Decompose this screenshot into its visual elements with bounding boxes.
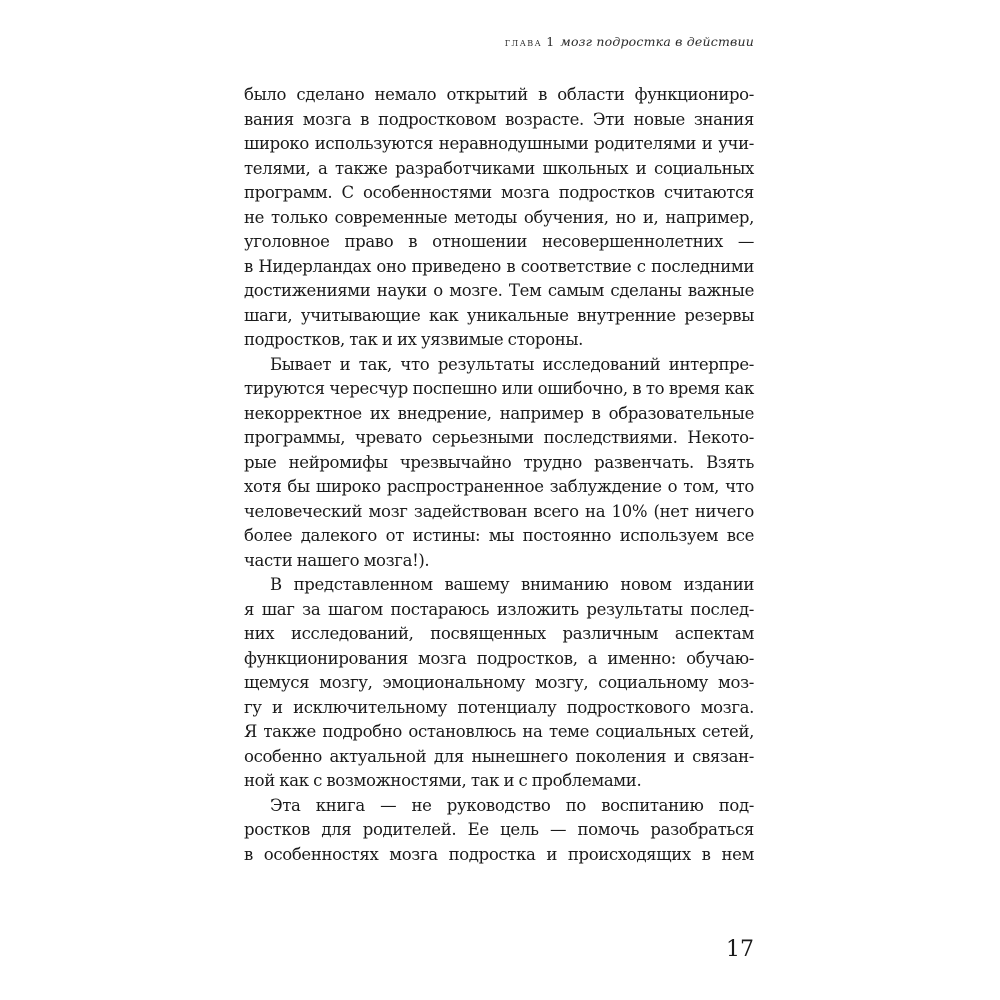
text-line: в особенностях мозга подростка и происходящих в нем: [244, 844, 754, 864]
text-line: было сделано немало открытий в области функциониро-: [244, 85, 754, 104]
chapter-title: мозг подростка в действии: [560, 34, 754, 49]
text-line: некорректное их внедрение, например в образовательные: [244, 403, 754, 423]
text-line: программ. С особенностями мозга подростков считаются: [244, 183, 754, 202]
paragraph: [244, 573, 754, 794]
text-line: хотя бы широко распространенное заблуждение о том, что: [244, 477, 754, 496]
paragraph: [244, 83, 754, 353]
text-line: подростков, так и их уязвимые стороны.: [244, 330, 584, 349]
text-line: вания мозга в подростковом возрасте. Эти новые знания: [244, 109, 754, 129]
text-line: уголовное право в отношении несовершеннолетних —: [244, 232, 754, 251]
text-line: Я также подробно остановлюсь на теме социальных сетей,: [244, 722, 754, 741]
chapter-label: глава: [504, 35, 543, 49]
text-line: тируются чересчур поспешно или ошибочно, в то время как: [244, 379, 754, 398]
page-number: 17: [726, 937, 754, 962]
text-line: достижениями науки о мозге. Тем самым сделаны важные: [244, 281, 754, 300]
paragraph: [244, 353, 754, 574]
paragraph: [244, 794, 754, 868]
chapter-number: 1: [546, 34, 555, 49]
text-line: особенно актуальной для нынешнего поколения и связан-: [244, 746, 754, 766]
text-line: ростков для родителей. Ее цель — помочь разобраться: [244, 820, 754, 839]
text-line: широко используются неравнодушными родителями и учи-: [244, 134, 754, 153]
text-line: гу и исключительному потенциалу подросткового мозга.: [244, 697, 754, 717]
text-line: функционирования мозга подростков, а именно: обучаю-: [244, 648, 754, 668]
text-line: не только современные методы обучения, но и, например,: [244, 207, 754, 227]
text-line: Бывает и так, что результаты исследований интерпре-: [270, 354, 754, 374]
text-line: ной как с возможностями, так и с проблемами.: [244, 771, 642, 790]
text-line: части нашего мозга!).: [244, 550, 430, 570]
body-text: [244, 83, 754, 867]
text-line: более далекого от истины: мы постоянно используем все: [244, 526, 754, 545]
text-line: шаги, учитывающие как уникальные внутренние резервы: [244, 305, 754, 325]
text-line: рые нейромифы чрезвычайно трудно развенчать. Взять: [244, 452, 754, 472]
text-line: человеческий мозг задействован всего на 10% (нет ничего: [244, 501, 754, 521]
text-line: Эта книга — не руководство по воспитанию под-: [270, 795, 754, 815]
text-line: них исследований, посвященных различным аспектам: [244, 624, 754, 643]
text-line: я шаг за шагом постараюсь изложить результаты послед-: [244, 599, 754, 619]
text-line: щемуся мозгу, эмоциональному мозгу, социальному моз-: [244, 673, 754, 692]
text-line: В представленном вашему вниманию новом издании: [270, 575, 754, 594]
text-line: телями, а также разработчиками школьных и социальных: [244, 158, 754, 178]
text-line: программы, чревато серьезными последствиями. Некото-: [244, 428, 754, 447]
text-line: в Нидерландах оно приведено в соответствие с последними: [244, 256, 754, 276]
running-head: [505, 34, 754, 49]
